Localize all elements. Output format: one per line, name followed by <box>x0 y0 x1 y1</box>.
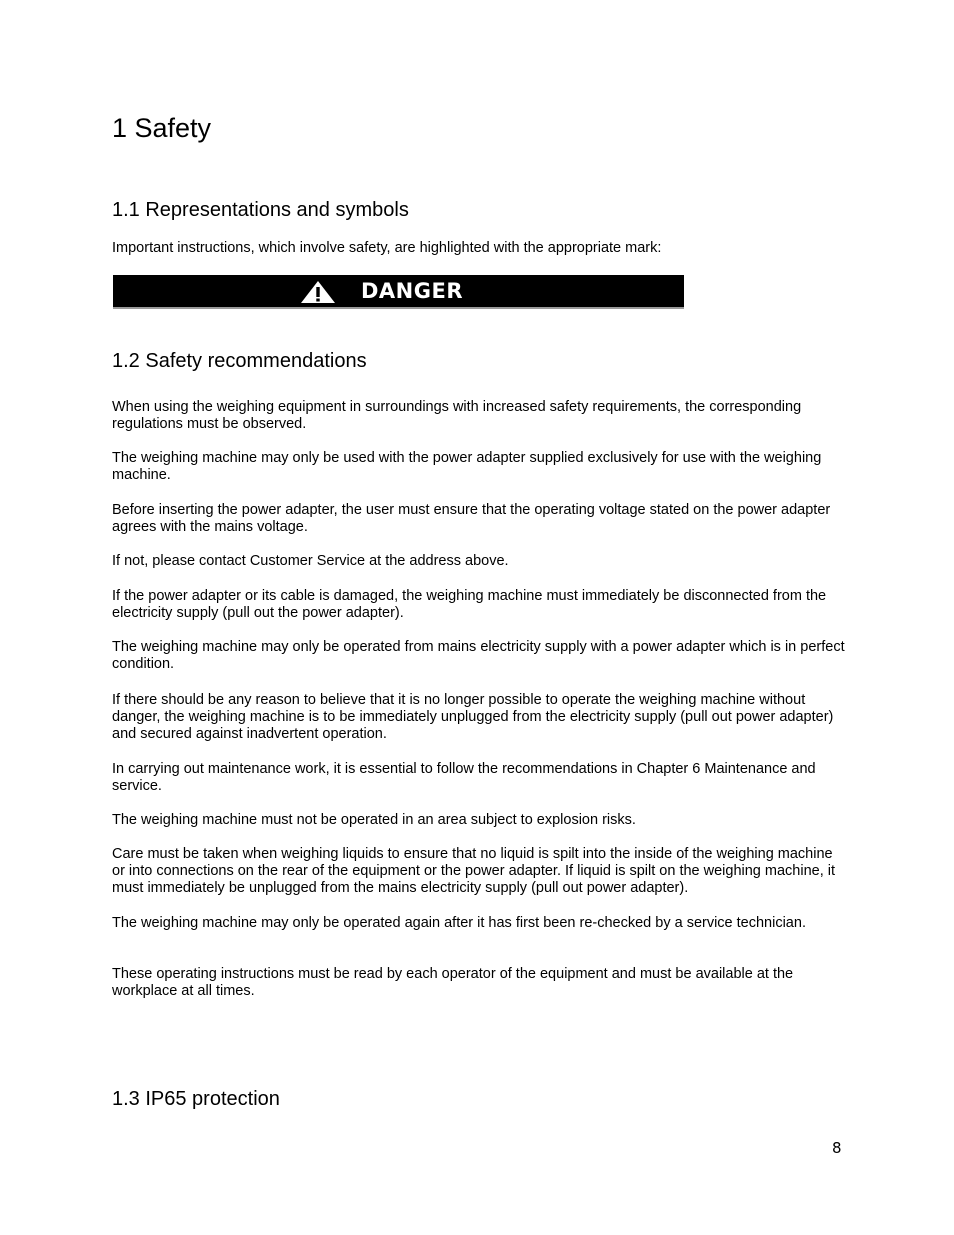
paragraph: When using the weighing equipment in surroundings with increased safety requirements, the corresponding regulations must be observed. <box>112 399 802 432</box>
paragraph: These operating instructions must be read by each operator of the equipment and must be available at the workplace at all times. <box>112 966 794 999</box>
page-number: 8 <box>832 1139 842 1157</box>
paragraph: Care must be taken when weighing liquids to ensure that no liquid is spilt into the inside of the weighing machine or into connections on the rear of the equipment or the power adapter. If liquid is spilt on the weighing machine, it must immediately be unplugged from the mains electricity supply (pull out power adapter). <box>112 846 836 896</box>
paragraph: If not, please contact Customer Service at the address above. <box>112 553 509 569</box>
paragraph: The weighing machine may only be operated from mains electricity supply with a power adapter which is in perfect condition. <box>112 639 845 672</box>
paragraph: The weighing machine may only be operated again after it has first been re-checked by a service technician. <box>112 915 806 931</box>
paragraph: If there should be any reason to believe that it is no longer possible to operate the weighing machine without danger, the weighing machine is to be immediately unplugged from the electricity supply (pull out power adapter) and secured against inadvertent operation. <box>112 692 834 742</box>
paragraph: In carrying out maintenance work, it is essential to follow the recommendations in Chapter 6 Maintenance and service. <box>112 761 816 794</box>
danger-banner <box>113 275 684 309</box>
intro-paragraph: Important instructions, which involve safety, are highlighted with the appropriate mark: <box>112 240 662 256</box>
danger-label: DANGER <box>361 279 464 303</box>
section-heading-safety-recommendations: 1.2 Safety recommendations <box>112 350 367 372</box>
page-title: 1 Safety <box>112 113 212 143</box>
paragraph: Before inserting the power adapter, the user must ensure that the operating voltage stated on the power adapter agrees with the mains voltage. <box>112 502 831 535</box>
paragraph: If the power adapter or its cable is damaged, the weighing machine must immediately be disconnected from the electricity supply (pull out the power adapter). <box>112 588 827 621</box>
warning-icon <box>300 280 336 304</box>
paragraph: The weighing machine must not be operated in an area subject to explosion risks. <box>112 812 636 828</box>
section-heading-representations: 1.1 Representations and symbols <box>112 199 409 221</box>
section-heading-ip65: 1.3 IP65 protection <box>112 1088 280 1110</box>
paragraph: The weighing machine may only be used with the power adapter supplied exclusively for use with the weighing machine. <box>112 450 822 483</box>
